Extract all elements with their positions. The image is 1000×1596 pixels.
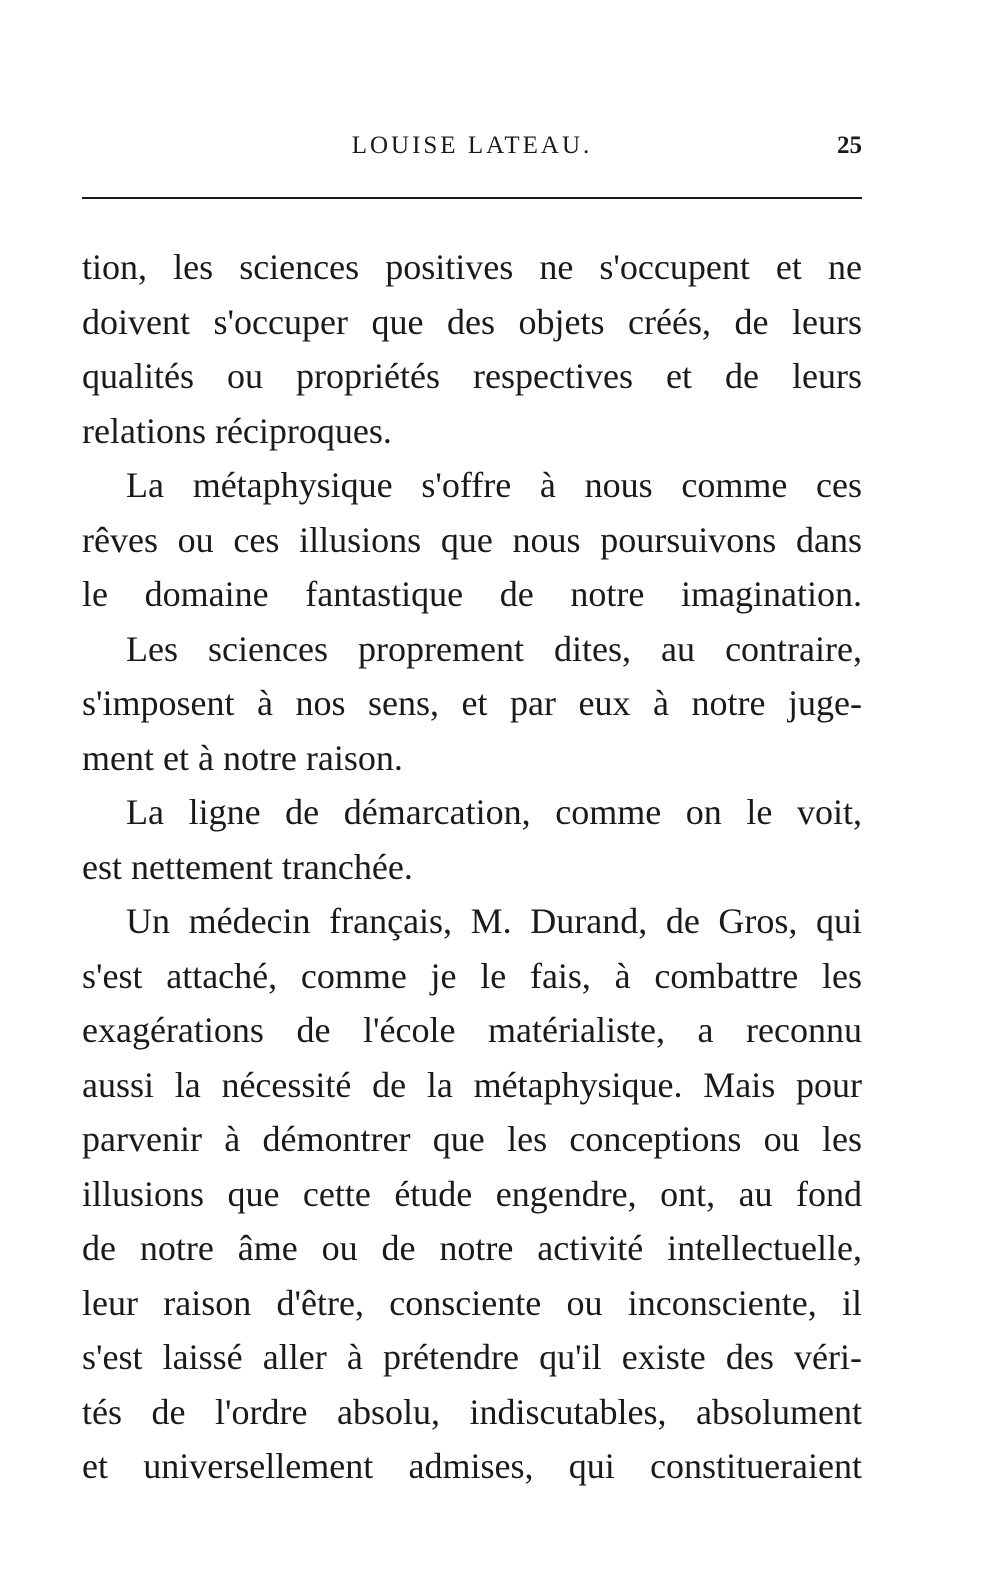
text-line: tion, les sciences positives ne s'occupent et ne <box>82 247 862 287</box>
body-text <box>82 240 862 1494</box>
header-rule <box>82 197 862 199</box>
text-line: ment et à notre raison. <box>82 737 403 778</box>
running-title: LOUISE LATEAU. <box>351 132 593 159</box>
text-line: illusions que cette étude engendre, ont, au fond <box>82 1173 862 1214</box>
text-line: s'est attaché, comme je le fais, à combattre les <box>82 955 862 996</box>
text-line: le domaine fantastique de notre imagination. <box>82 574 862 614</box>
text-line: Un médecin français, M. Durand, de Gros, qui <box>126 901 862 941</box>
text-line: La ligne de démarcation, comme on le voit, <box>126 792 862 832</box>
text-line: rêves ou ces illusions que nous poursuivons dans <box>82 519 862 560</box>
text-line: qualités ou propriétés respectives et de leurs <box>82 356 862 396</box>
text-line: exagérations de l'école matérialiste, a reconnu <box>82 1010 862 1050</box>
text-line: tés de l'ordre absolu, indiscutables, absolument <box>82 1391 862 1432</box>
text-line: et universellement admises, qui constitueraient <box>82 1446 862 1486</box>
text-line: leur raison d'être, consciente ou inconsciente, il <box>82 1282 862 1323</box>
running-head <box>82 128 862 168</box>
text-line: parvenir à démontrer que les conceptions ou les <box>82 1119 862 1159</box>
text-line: La métaphysique s'offre à nous comme ces <box>126 465 862 505</box>
text-line: est nettement tranchée. <box>82 846 413 887</box>
text-line: s'est laissé aller à prétendre qu'il existe des véri- <box>82 1337 862 1377</box>
page-number: 25 <box>837 132 862 159</box>
text-line: doivent s'occuper que des objets créés, de leurs <box>82 301 862 342</box>
text-line: s'imposent à nos sens, et par eux à notre juge- <box>82 683 862 723</box>
text-line: relations réciproques. <box>82 410 392 451</box>
text-line: aussi la nécessité de la métaphysique. Mais pour <box>82 1064 862 1105</box>
text-line: Les sciences proprement dites, au contraire, <box>126 628 862 669</box>
text-line: de notre âme ou de notre activité intellectuelle, <box>82 1228 862 1268</box>
